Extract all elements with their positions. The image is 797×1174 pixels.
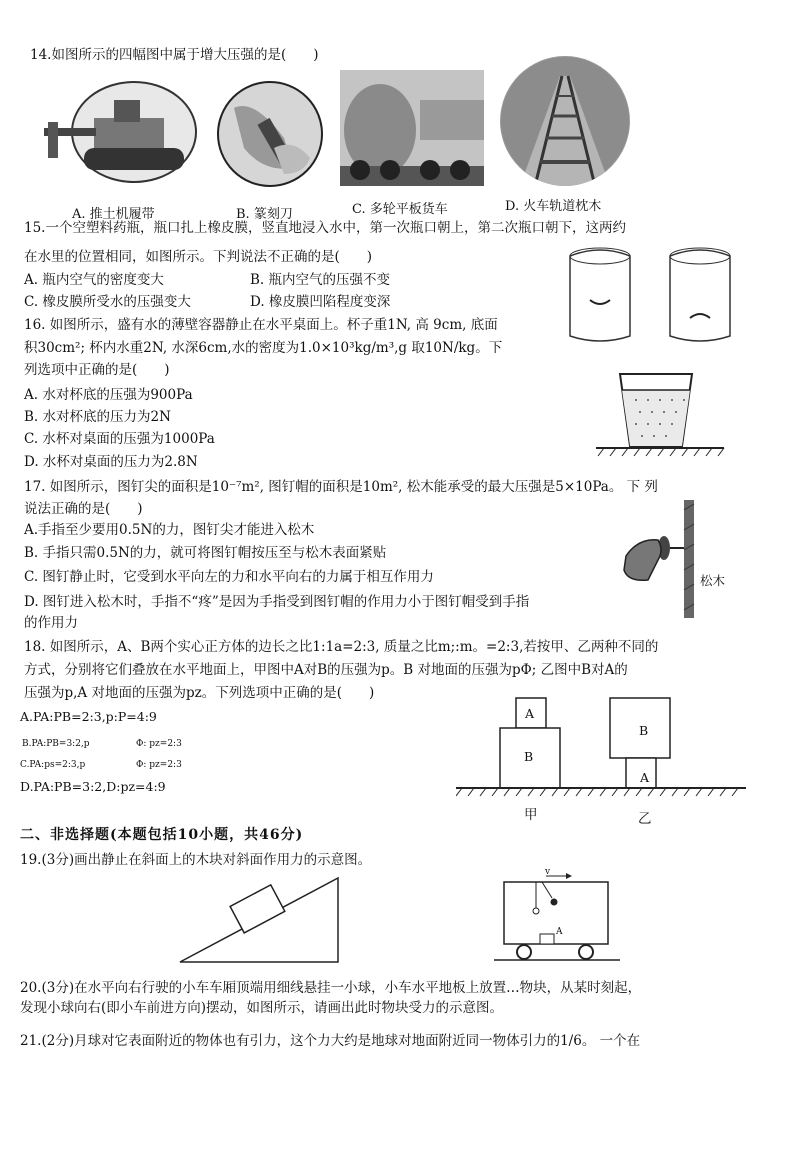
figure-jia-label: 甲	[524, 807, 538, 823]
q18-option-c-ratio: Φ: pz=2:3	[136, 760, 182, 770]
q16-option-d: D. 水杯对桌面的压力为2.8N	[24, 454, 198, 470]
q17-option-c: C. 图钉静止时，它受到水平向左的力和水平向右的力属于相互作用力	[24, 569, 434, 585]
cart-figure	[494, 868, 620, 968]
q16-option-c: C. 水杯对桌面的压强为1000Pa	[24, 431, 215, 447]
engraving-knife-photo	[214, 78, 326, 188]
q14-option-d: D. 火车轨道枕木	[505, 199, 602, 214]
q20-line2: 发现小球向右(即小车前进方向)摆动，如图所示，请画出此时物块受力的示意图。	[20, 1000, 504, 1016]
cube-a-label-jia: A	[525, 706, 535, 721]
q15-line1: 15.一个空塑料药瓶，瓶口扎上橡皮膜，竖直地浸入水中，第一次瓶口朝上，第二次瓶口朝下，这两约	[24, 220, 626, 236]
q18-option-b: B.PA:PB=3:2,p	[22, 739, 90, 749]
q17-line1: 17. 如图所示，图钉尖的面积是10⁻⁷m², 图钉帽的面积是10m², 松木能承受的最大压强是5×10Pa。 下 列	[24, 479, 658, 495]
q16-line1: 16. 如图所示，盛有水的薄壁容器静止在水平桌面上。杯子重1N, 高 9cm, 底面	[24, 317, 498, 333]
q16-option-a: A. 水对杯底的压强为900Pa	[24, 387, 193, 403]
q15-line2: 在水里的位置相同，如图所示。下判说法不正确的是( )	[24, 249, 373, 265]
q17-line2: 说法正确的是( )	[24, 501, 143, 517]
cart-velocity-label: v	[545, 867, 551, 877]
q18-line3: 压强为p,A 对地面的压强为pz。下列选项中正确的是( )	[24, 685, 375, 701]
truck-photo	[340, 70, 484, 186]
q18-line2: 方式，分别将它们叠放在水平地面上，甲图中A对B的压强为p。B 对地面的压强为pΦ; 乙图中B对A的	[24, 662, 628, 678]
q20-line1: 20.(3分)在水平向右行驶的小车车厢顶端用细线悬挂一小球，小车水平地板上放置…物块，从某时刻起，	[20, 980, 642, 996]
figure-yi-label: 乙	[638, 811, 652, 827]
q16-option-b: B. 水对杯底的压力为2N	[24, 409, 171, 425]
cube-b-label-yi: B	[639, 723, 649, 738]
q19-text: 19.(3分)画出静止在斜面上的木块对斜面作用力的示意图。	[20, 852, 372, 868]
q18-option-b-ratio: Φ: pz=2:3	[136, 739, 182, 749]
bottles-figure	[560, 238, 760, 348]
q15-option-c: C. 橡皮膜所受水的压强变大	[24, 294, 191, 310]
incline-figure	[178, 872, 368, 964]
q14-option-b: B. 篆刻刀	[236, 207, 293, 222]
railway-photo	[500, 56, 630, 186]
cube-a-label-yi: A	[640, 770, 650, 785]
q15-option-b: B. 瓶内空气的压强不变	[250, 272, 391, 288]
section-heading: 二、非选择题(本题包括10小题，共46分)	[20, 827, 304, 843]
q18-option-c: C.PA:ps=2:3,p	[20, 760, 86, 770]
q21-text: 21.(2分)月球对它表面附近的物体也有引力，这个力大约是地球对地面附近同一物体引力的1/6。 一个在	[20, 1033, 641, 1049]
cart-block-label: A	[556, 927, 563, 937]
cup-figure	[596, 368, 726, 460]
wood-label: 松木	[700, 573, 726, 588]
q18-option-a: A.PA:PB=2:3,p:P=4:9	[20, 709, 157, 724]
thumbtack-figure	[618, 500, 738, 620]
cube-b-label-jia: B	[524, 749, 534, 764]
q16-line2: 积30cm²; 杯内水重2N, 水深6cm,水的密度为1.0×10³kg/m³,g 取10N/kg。下	[24, 340, 503, 356]
stacked-cubes-figure	[456, 692, 746, 812]
q17-option-d-line1: D. 图钉进入松木时，手指不“疼”是因为手指受到图钉帽的作用力小于图钉帽受到手指	[24, 594, 530, 610]
q17-option-b: B. 手指只需0.5N的力，就可将图钉帽按压至与松木表面紧贴	[24, 545, 387, 561]
bulldozer-photo	[44, 78, 202, 190]
q15-option-d: D. 橡皮膜凹陷程度变深	[250, 294, 391, 310]
q18-line1: 18. 如图所示，A、B两个实心正方体的边长之比1:1a=2:3, 质量之比m;:m。=2:3,若按甲、乙两种不同的	[24, 639, 659, 655]
q14-option-c: C. 多轮平板货车	[352, 202, 448, 217]
q15-option-a: A. 瓶内空气的密度变大	[24, 272, 164, 288]
q17-option-d-line2: 的作用力	[24, 615, 78, 631]
q14-option-a: A. 推土机履带	[72, 207, 155, 222]
q14-stem: 14.如图所示的四幅图中属于增大压强的是( )	[30, 47, 319, 63]
q18-option-d: D.PA:PB=3:2,D:pz=4:9	[20, 779, 166, 794]
q16-line3: 列选项中正确的是( )	[24, 362, 170, 378]
q17-option-a: A.手指至少要用0.5N的力，图钉尖才能进入松木	[24, 522, 315, 538]
